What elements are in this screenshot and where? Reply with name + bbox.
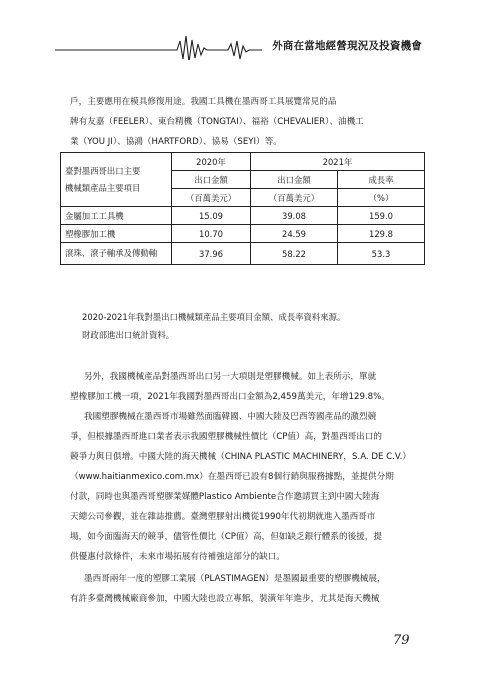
text-line: 付款，同時也與墨西哥塑膠業媒體Plastico Ambiente合作邀請買主到中國大陸海 — [70, 492, 380, 502]
text-line: （www.haitianmexico.com.mx）在墨西哥已設有8個行銷與服務據點，並提供分期 — [70, 472, 394, 482]
text-line: 我國塑膠機械在墨西哥市場雖然面臨韓國、中國大陸及巴西等國產品的激烈競 — [84, 412, 377, 422]
text-line: 墨西哥兩年一度的塑膠工業展（PLASTIMAGEN）是墨國最重要的塑膠機械展， — [84, 574, 386, 584]
unit-2020: （百萬美元） — [172, 189, 251, 207]
caption-line: 財政部進出口統計資料。 — [82, 330, 175, 340]
value-2021-cell: 24.59 — [251, 225, 338, 243]
export-2021-header: 出口金額 — [251, 171, 338, 189]
text-line: 天總公司參觀，並在雜誌推薦。臺灣塑膠射出機從1990年代初期就進入墨西哥市 — [70, 512, 376, 522]
value-2020-cell: 15.09 — [172, 207, 251, 225]
table-row — [61, 225, 425, 243]
value-2020-cell: 10.70 — [172, 225, 251, 243]
item-header-line: 臺對墨西哥出口主要 — [65, 165, 141, 176]
header-title: 外商在當地經營現況及投資機會 — [272, 40, 422, 52]
text-line: 競爭力與日俱增。中國大陸的海天機械（CHINA PLASTIC MACHINERY，S.A. DE C.V.） — [70, 452, 411, 462]
value-2021-cell: 39.08 — [251, 207, 338, 225]
text-line: 場，如今面臨海天的競爭，儘管性價比（CP值）高，但如缺乏銀行體系的後援，提 — [70, 532, 382, 542]
export-2020-header: 出口金額 — [172, 171, 251, 189]
table-row — [61, 243, 425, 265]
item-cell: 金屬加工工具機 — [61, 207, 172, 225]
running-header — [0, 0, 480, 60]
item-cell: 滾珠、滾子軸承及傳動軸 — [61, 243, 172, 265]
text-line: 業（YOU JI）、協鴻（HARTFORD）、協易（SEYI）等。 — [70, 137, 282, 147]
table-row — [61, 207, 425, 225]
value-2021-cell: 58.22 — [251, 243, 338, 265]
caption-line: 2020-2021年我對墨出口機械類產品主要項目金額、成長率資料來源。 — [82, 312, 346, 322]
growth-header: 成長率 — [338, 171, 425, 189]
year-2021-header: 2021年 — [251, 153, 425, 171]
export-table — [60, 152, 425, 265]
item-header-line: 機械類產品主要項目 — [65, 182, 141, 193]
unit-growth: （%） — [338, 189, 425, 207]
growth-cell: 159.0 — [338, 207, 425, 225]
text-line: 有許多臺灣機械廠商參加，中國大陸也設立專館，裝潢年年進步，尤其是海天機械 — [70, 594, 380, 604]
text-line: 塑橡膠加工機一項，2021年我國對墨西哥出口金額為2,459萬美元，年增129.8%。 — [70, 392, 390, 402]
text-line: 另外，我國機械產品對墨西哥出口另一大項則是塑膠機械。如上表所示，單就 — [84, 372, 377, 382]
table-header-row — [61, 153, 425, 171]
text-line: 供優惠付款條件，未來市場拓展有待補強這部分的缺口。 — [70, 552, 285, 562]
text-line: 牌有友嘉（FEELER）、東台精機（TONGTAI）、福裕（CHEVALIER）、油機工 — [70, 117, 364, 127]
text-line: 戶，主要應用在模具修復用途。我國工具機在墨西哥工具展覽常見的品 — [70, 97, 337, 107]
unit-2021: （百萬美元） — [251, 189, 338, 207]
item-header-cell — [61, 153, 172, 207]
year-2020-header: 2020年 — [172, 153, 251, 171]
growth-cell: 129.8 — [338, 225, 425, 243]
item-cell: 塑橡膠加工機 — [61, 225, 172, 243]
value-2020-cell: 37.96 — [172, 243, 251, 265]
text-line: 爭，但根據墨西哥進口業者表示我國塑膠機械性價比（CP值）高，對墨西哥出口的 — [70, 432, 382, 442]
page-number: 79 — [393, 633, 410, 648]
growth-cell: 53.3 — [338, 243, 425, 265]
